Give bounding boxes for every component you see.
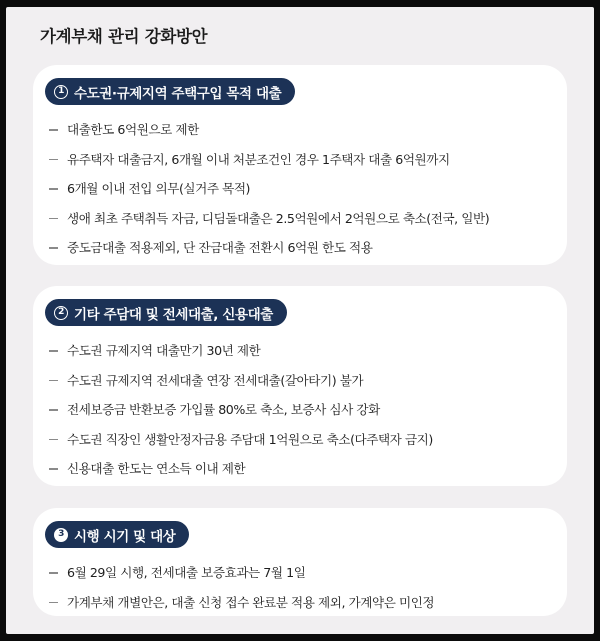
dash-bullet-icon <box>49 602 58 604</box>
list-item: 유주택자 대출금지, 6개월 이내 처분조건인 경우 1주택자 대출 6억원까지 <box>49 150 557 180</box>
circled-number-icon: 2 <box>54 306 68 320</box>
section-card-2 <box>33 286 567 486</box>
section-heading: 시행 시기 및 대상 <box>74 528 176 545</box>
circled-number-icon: 1 <box>54 85 68 99</box>
list-item: 수도권 규제지역 전세대출 연장 전세대출(갈아타기) 불가 <box>49 371 557 401</box>
list-item: 수도권 직장인 생활안정자금용 주담대 1억원으로 축소(다주택자 금지) <box>49 430 557 460</box>
bullet-list <box>49 563 557 622</box>
section-heading: 기타 주담대 및 전세대출, 신용대출 <box>74 306 273 323</box>
list-item: 중도금대출 적용제외, 단 잔금대출 전환시 6억원 한도 적용 <box>49 238 557 268</box>
dash-bullet-icon <box>49 247 58 249</box>
section-heading: 수도권·규제지역 주택구입 목적 대출 <box>74 85 282 102</box>
list-item: 신용대출 한도는 연소득 이내 제한 <box>49 459 557 489</box>
dash-bullet-icon <box>49 468 58 470</box>
dash-bullet-icon <box>49 129 58 131</box>
list-item: 대출한도 6억원으로 제한 <box>49 120 557 150</box>
page-title: 가계부채 관리 강화방안 <box>40 27 208 46</box>
circled-number-icon: 3 <box>54 528 68 542</box>
section-heading-badge <box>45 299 287 326</box>
section-heading-badge <box>45 78 295 105</box>
section-heading-badge <box>45 521 189 548</box>
dash-bullet-icon <box>49 218 58 220</box>
dash-bullet-icon <box>49 409 58 411</box>
section-card-1 <box>33 65 567 265</box>
section-card-3 <box>33 508 567 616</box>
content-area <box>6 7 594 634</box>
dash-bullet-icon <box>49 350 58 352</box>
list-item: 6개월 이내 전입 의무(실거주 목적) <box>49 179 557 209</box>
list-item: 전세보증금 반환보증 가입률 80%로 축소, 보증사 심사 강화 <box>49 400 557 430</box>
dash-bullet-icon <box>49 439 58 441</box>
dash-bullet-icon <box>49 572 58 574</box>
list-item: 수도권 규제지역 대출만기 30년 제한 <box>49 341 557 371</box>
list-item: 6월 29일 시행, 전세대출 보증효과는 7월 1일 <box>49 563 557 593</box>
list-item: 생애 최초 주택취득 자금, 디딤돌대출은 2.5억원에서 2억원으로 축소(전국, 일반) <box>49 209 557 239</box>
dash-bullet-icon <box>49 188 58 190</box>
dash-bullet-icon <box>49 159 58 161</box>
bullet-list <box>49 120 557 268</box>
bullet-list <box>49 341 557 489</box>
list-item: 가계부채 개별안은, 대출 신청 접수 완료분 적용 제외, 가계약은 미인정 <box>49 593 557 623</box>
dash-bullet-icon <box>49 380 58 382</box>
